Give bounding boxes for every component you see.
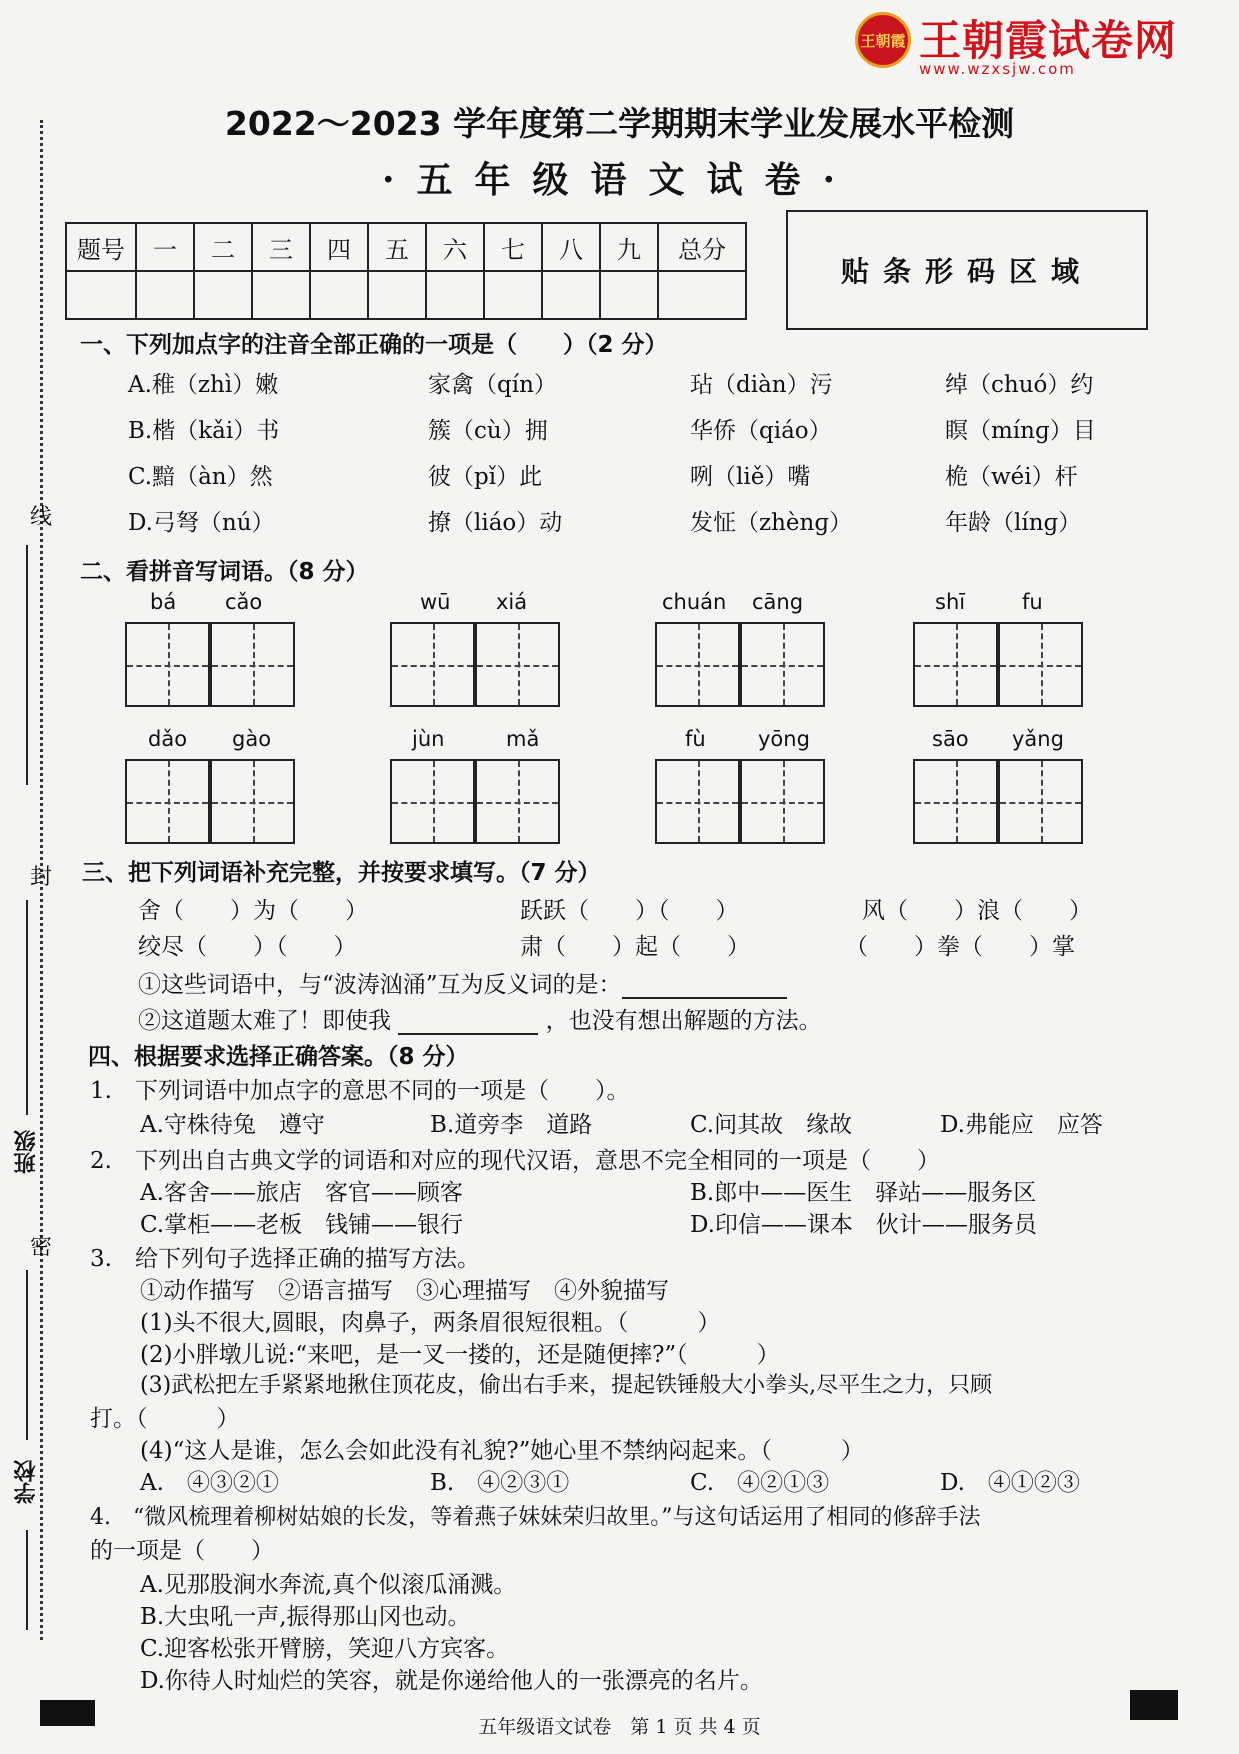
q1-option: 簇（cù）拥 [428, 418, 548, 444]
q3-sub2: ②这道题太难了！即使我 ，也没有想出解题的方法。 [138, 1008, 822, 1034]
score-cell[interactable] [66, 271, 136, 319]
q2-title: 二、看拼音写词语。（8 分） [80, 559, 369, 585]
answer-blank[interactable] [398, 1033, 538, 1035]
score-header-cell: 二 [194, 223, 252, 271]
q4-p3-sentence: (2)小胖墩儿说:“来吧，是一叉一搂的，还是随便摔?”（ ） [140, 1342, 780, 1368]
q4-p1: 1. 下列词语中加点字的意思不同的一项是（ ）。 [90, 1078, 630, 1104]
binding-seal-char: 封 [29, 865, 52, 890]
q4-p2-option: B.郎中——医生 驿站——服务区 [690, 1180, 1037, 1206]
exam-title: 2022～2023 学年度第二学期期末学业发展水平检测 [224, 104, 1015, 143]
pinyin: shī [935, 590, 966, 614]
tianzige-box[interactable] [125, 759, 210, 844]
q4-p1-option: C.问其故 缘故 [690, 1112, 853, 1138]
q4-p3-sentence: (1)头不很大,圆眼，肉鼻子，两条眉很短很粗。（ ） [140, 1310, 721, 1336]
pinyin: bá [150, 590, 177, 614]
score-table [65, 222, 747, 320]
q4-p3-sentence: (4)“这人是谁，怎么会如此没有礼貌?”她心里不禁纳闷起来。（ ） [140, 1438, 864, 1464]
pinyin: gào [232, 727, 272, 751]
tianzige-box[interactable] [390, 622, 475, 707]
q3-idiom: 跃跃（ ）（ ） [520, 898, 739, 924]
tianzige-box[interactable] [655, 759, 740, 844]
pinyin: cāng [752, 590, 804, 614]
q1-option: 撩（liáo）动 [428, 510, 563, 536]
q1-option: 华侨（qiáo） [690, 418, 832, 444]
q4-p4-option: D.你待人时灿烂的笑容，就是你递给他人的一张漂亮的名片。 [140, 1668, 763, 1694]
q4-p2-option: A.客舍——旅店 客官——顾客 [140, 1180, 463, 1206]
score-header-cell: 六 [426, 223, 484, 271]
score-cell[interactable] [368, 271, 426, 319]
tianzige-box[interactable] [998, 622, 1083, 707]
tianzige-box[interactable] [655, 622, 740, 707]
pinyin: wū [420, 590, 451, 614]
tianzige-box[interactable] [740, 622, 825, 707]
q1-option: 家禽（qín） [428, 372, 557, 398]
q3-idiom: 舍（ ）为（ ） [138, 898, 368, 924]
q4-p3-sentence-cont: 打。（ ） [90, 1406, 240, 1432]
logo-badge-icon: 王朝霞 [855, 12, 911, 68]
score-header-cell: 四 [310, 223, 368, 271]
answer-blank[interactable] [622, 997, 787, 999]
q1-option: 彼（pǐ）此 [428, 464, 543, 490]
pinyin: fù [685, 727, 706, 751]
tianzige-box[interactable] [390, 759, 475, 844]
pinyin: jùn [412, 727, 445, 751]
score-cell[interactable] [194, 271, 252, 319]
binding-line-char: 线 [29, 505, 52, 530]
exam-subtitle: ·五年级语文试卷· [381, 159, 858, 201]
q4-p2: 2. 下列出自古典文学的词语和对应的现代汉语，意思不完全相同的一项是（ ） [90, 1148, 940, 1174]
q1-option: 桅（wéi）杆 [945, 464, 1078, 490]
q4-p1-option: B.道旁李 道路 [430, 1112, 593, 1138]
tianzige-box[interactable] [210, 759, 295, 844]
score-header-cell: 题号 [66, 223, 136, 271]
score-header-cell: 八 [542, 223, 600, 271]
score-cell[interactable] [484, 271, 542, 319]
q3-sub1: ①这些词语中，与“波涛汹涌”互为反义词的是： [138, 966, 787, 999]
score-header-cell: 总分 [658, 223, 746, 271]
pinyin: cǎo [225, 590, 263, 614]
pinyin: yōng [758, 727, 810, 751]
tianzige-box[interactable] [913, 622, 998, 707]
pinyin: xiá [496, 590, 528, 614]
score-cell[interactable] [426, 271, 484, 319]
binding-fill-line [26, 900, 28, 1115]
binding-fill-line [26, 1270, 28, 1440]
q3-title: 三、把下列词语补充完整，并按要求填写。（7 分） [82, 860, 601, 886]
binding-fill-line [26, 1530, 28, 1630]
score-cell[interactable] [600, 271, 658, 319]
score-header-cell: 三 [252, 223, 310, 271]
tianzige-box[interactable] [913, 759, 998, 844]
q3-idiom: （ ）拳（ ）掌 [845, 934, 1075, 960]
class-label: 班级 [13, 1130, 39, 1174]
q4-p3-option: C. ④②①③ [690, 1470, 830, 1496]
page-footer: 五年级语文试卷 第 1 页 共 4 页 [478, 1716, 761, 1738]
score-cell[interactable] [136, 271, 194, 319]
q4-p4: 4. “微风梳理着柳树姑娘的长发，等着燕子妹妹荣归故里。”与这句话运用了相同的修辞手法 [90, 1505, 981, 1530]
tianzige-box[interactable] [475, 622, 560, 707]
q1-title: 一、下列加点字的注音全部正确的一项是（ ）（2 分） [80, 332, 668, 358]
q4-p1-option: A.守株待兔 遵守 [140, 1112, 325, 1138]
pinyin: fu [1022, 590, 1043, 614]
q4-p3-option: A. ④③②① [140, 1470, 279, 1496]
q4-title: 四、根据要求选择正确答案。（8 分） [88, 1044, 469, 1070]
tianzige-box[interactable] [475, 759, 560, 844]
score-cell[interactable] [310, 271, 368, 319]
pinyin: mǎ [506, 727, 540, 751]
q3-idiom: 风（ ）浪（ ） [862, 898, 1092, 924]
q4-p4-option: C.迎客松张开臂膀，笑迎八方宾客。 [140, 1636, 510, 1662]
binding-fill-line [26, 545, 28, 785]
q4-p2-option: C.掌柜——老板 钱铺——银行 [140, 1212, 464, 1238]
pinyin: sāo [932, 727, 969, 751]
q1-option: 年龄（línɡ） [945, 510, 1082, 536]
q4-p4-option: B.大虫吼一声,振得那山冈也动。 [140, 1604, 471, 1630]
q1-option: A.稚（zhì）嫩 [128, 372, 279, 398]
tianzige-box[interactable] [740, 759, 825, 844]
q4-p3-option: B. ④②③① [430, 1470, 570, 1496]
q4-p3-methods: ①动作描写 ②语言描写 ③心理描写 ④外貌描写 [140, 1278, 669, 1304]
q4-p1-option: D.弗能应 应答 [940, 1112, 1103, 1138]
q4-p3: 3. 给下列句子选择正确的描写方法。 [90, 1246, 480, 1272]
school-label: 学校 [13, 1460, 39, 1504]
q1-option: 绰（chuó）约 [945, 372, 1094, 398]
barcode-area: 贴条形码区域 [786, 210, 1148, 330]
q3-idiom: 绞尽（ ）（ ） [138, 934, 357, 960]
binding-seal2-char: 密 [29, 1235, 52, 1260]
logo-url: www.wzxsjw.com [919, 60, 1076, 78]
score-cell[interactable] [542, 271, 600, 319]
pinyin: yǎng [1012, 727, 1064, 751]
pinyin: dǎo [148, 727, 188, 751]
score-cell[interactable] [252, 271, 310, 319]
tianzige-box[interactable] [125, 622, 210, 707]
pinyin: chuán [662, 590, 727, 614]
q1-option: 玷（diàn）污 [690, 372, 833, 398]
score-header-cell: 七 [484, 223, 542, 271]
q1-option: B.楷（kǎi）书 [128, 418, 280, 444]
tianzige-box[interactable] [210, 622, 295, 707]
score-header-cell: 九 [600, 223, 658, 271]
score-cell[interactable] [658, 271, 746, 319]
q1-option: D.弓弩（nú） [128, 510, 275, 536]
tianzige-box[interactable] [998, 759, 1083, 844]
q3-idiom: 肃（ ）起（ ） [520, 934, 750, 960]
q1-option: 咧（liě）嘴 [690, 464, 811, 490]
score-header-cell: 五 [368, 223, 426, 271]
score-header-cell: 一 [136, 223, 194, 271]
q4-p3-option: D. ④①②③ [940, 1470, 1080, 1496]
q1-option: C.黯（àn）然 [128, 464, 273, 490]
q1-option: 瞑（mínɡ）目 [945, 418, 1096, 444]
site-logo [855, 8, 1185, 80]
q4-p3-sentence: (3)武松把左手紧紧地揪住顶花皮，偷出右手来，提起铁锤般大小拳头,尽平生之力，只顾 [140, 1373, 993, 1398]
q4-p4-option: A.见那股涧水奔流,真个似滚瓜涌溅。 [140, 1572, 517, 1598]
q1-option: 发怔（zhènɡ） [690, 510, 853, 536]
q4-p4-cont: 的一项是（ ） [90, 1538, 274, 1564]
q4-p2-option: D.印信——课本 伙计——服务员 [690, 1212, 1037, 1238]
logo-name: 王朝霞试卷网 [919, 16, 1178, 65]
